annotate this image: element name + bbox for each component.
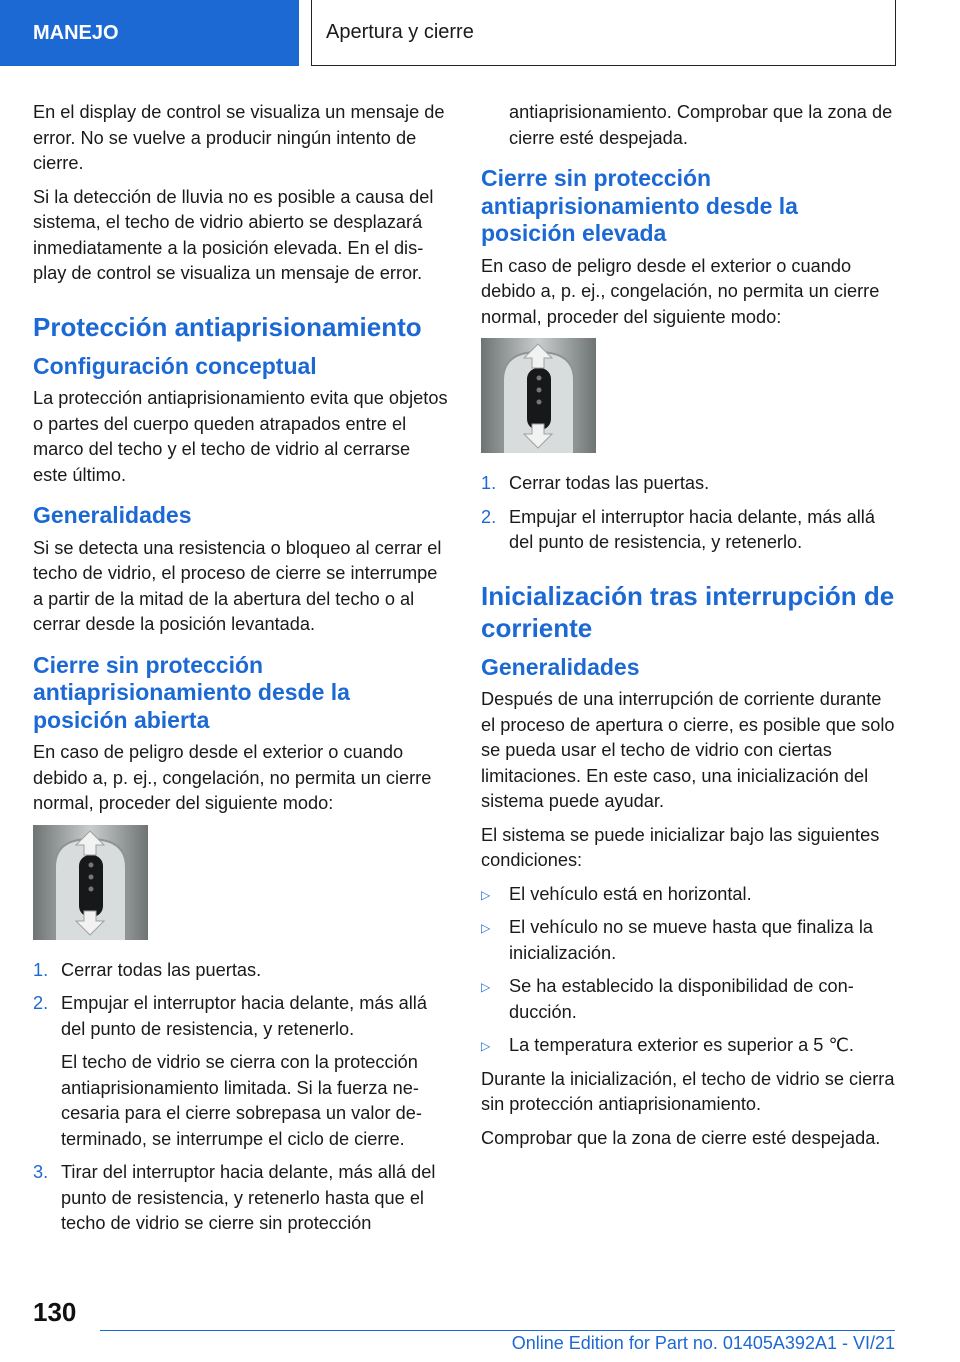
list-item <box>481 974 896 1025</box>
step-number: 2. <box>481 506 497 527</box>
step-note: El techo de vidrio se cierra con la protección antiaprisionamiento limitada. Si la fuerza necesaria para el cierre sobrepasa un valor determinado, se interrumpe el ciclo de cierre. <box>61 1052 422 1149</box>
list-item <box>481 471 896 497</box>
bullet-text: El vehículo no se mueve hasta que finaliza la inicialización. <box>509 917 873 963</box>
page-header <box>0 0 960 66</box>
subsection-heading: Configuración conceptual <box>33 352 317 379</box>
bullet-text: Se ha establecido la disponibilidad de conducción. <box>509 976 854 1022</box>
step-text: Tirar del interruptor hacia delante, más allá del punto de resistencia, y retenerlo hasta que el techo de vidrio se cierre sin protección <box>61 1162 436 1233</box>
list-item <box>481 1033 896 1059</box>
roof-switch-illustration <box>481 338 596 453</box>
subsection-heading: Cierre sin protección antiaprisionamiento desde la posición abierta <box>33 651 350 733</box>
edition-note: Online Edition for Part no. 01405A392A1 - VI/21 <box>511 1333 895 1353</box>
paragraph: En caso de peligro desde el exterior o cuando debido a, p. ej., congelación, no permita un cierre normal, proceder del siguiente modo: <box>481 255 880 327</box>
conditions-list <box>481 882 896 1059</box>
list-item <box>481 915 896 966</box>
step-number: 2. <box>33 993 49 1013</box>
list-item <box>33 958 448 984</box>
subsection-heading: Cierre sin protección antiaprisionamiento desde la posición elevada <box>481 165 798 246</box>
list-item <box>481 505 896 556</box>
bullet-text: El vehículo está en horizontal. <box>509 883 752 904</box>
paragraph: Durante la inicialización, el techo de vidrio se cierra sin protección antiaprisionamiento. <box>481 1068 895 1114</box>
chapter-title: Apertura y cierre <box>311 0 896 66</box>
right-column <box>481 100 896 1159</box>
page-number: 130 <box>33 1297 77 1327</box>
list-item <box>33 1160 448 1237</box>
paragraph: La protección antiaprisionamiento evita que objetos o partes del cuerpo queden atrapados entre el marco del techo y el techo de vidrio al cerrarse este último. <box>33 388 448 485</box>
step-text: Cerrar todas las puertas. <box>61 959 262 980</box>
paragraph: Después de una interrupción de corriente durante el proceso de apertura o cierre, es posible que solo se pueda usar el techo de vidrio con ciertas limitaciones. En este caso, una inicialización del sistema puede ayudar. <box>481 689 895 811</box>
triangle-bullet-icon: ▷ <box>481 887 491 902</box>
roof-switch-illustration <box>33 825 148 940</box>
steps-list <box>481 471 896 556</box>
step-number: 3. <box>33 1162 49 1182</box>
list-item <box>481 882 896 908</box>
bullet-text: La temperatura exterior es superior a 5 ℃. <box>509 1035 854 1055</box>
list-item <box>33 991 448 1152</box>
step-number: 1. <box>33 959 49 980</box>
subsection-heading: Generalidades <box>33 502 192 528</box>
footer-divider <box>100 1330 895 1331</box>
paragraph: En caso de peligro desde el exterior o cuando debido a, p. ej., congelación, no permita un cierre normal, proceder del siguiente modo: <box>33 742 432 813</box>
paragraph: Si la detección de lluvia no es posible a causa del sistema, el techo de vidrio abierto se desplazará inmediatamente a la posición elevada. En el display de control se visualiza un mensaje de error. <box>33 186 434 283</box>
step-text: Empujar el interruptor hacia delante, más allá del punto de resistencia, y retenerlo. <box>61 993 427 1039</box>
section-heading: Inicialización tras interrupción de corriente <box>481 580 895 643</box>
paragraph: Si se detecta una resistencia o bloqueo al cerrar el techo de vidrio, el proceso de cierre se interrumpe a partir de la mitad de la abertura del techo o al cerrar desde la posición levantada. <box>33 537 442 634</box>
section-tab: MANEJO <box>0 0 299 66</box>
subsection-heading: Generalidades <box>481 653 640 680</box>
left-column <box>33 100 448 1245</box>
paragraph: En el display de control se visualiza un mensaje de error. No se vuelve a producir ningún intento de cierre. <box>33 102 445 173</box>
triangle-bullet-icon: ▷ <box>481 921 491 935</box>
section-heading: Protección antiaprisionamiento <box>33 311 422 342</box>
steps-list <box>33 958 448 1237</box>
paragraph-continuation: antiaprisionamiento. Comprobar que la zona de cierre esté despejada. <box>509 102 893 148</box>
paragraph: El sistema se puede inicializar bajo las siguientes condiciones: <box>481 824 880 870</box>
step-text: Empujar el interruptor hacia delante, más allá del punto de resistencia, y retenerlo. <box>509 506 875 552</box>
triangle-bullet-icon: ▷ <box>481 1039 491 1053</box>
step-text: Cerrar todas las puertas. <box>509 473 710 493</box>
step-number: 1. <box>481 473 497 493</box>
paragraph: Comprobar que la zona de cierre esté despejada. <box>481 1127 881 1148</box>
triangle-bullet-icon: ▷ <box>481 980 491 994</box>
